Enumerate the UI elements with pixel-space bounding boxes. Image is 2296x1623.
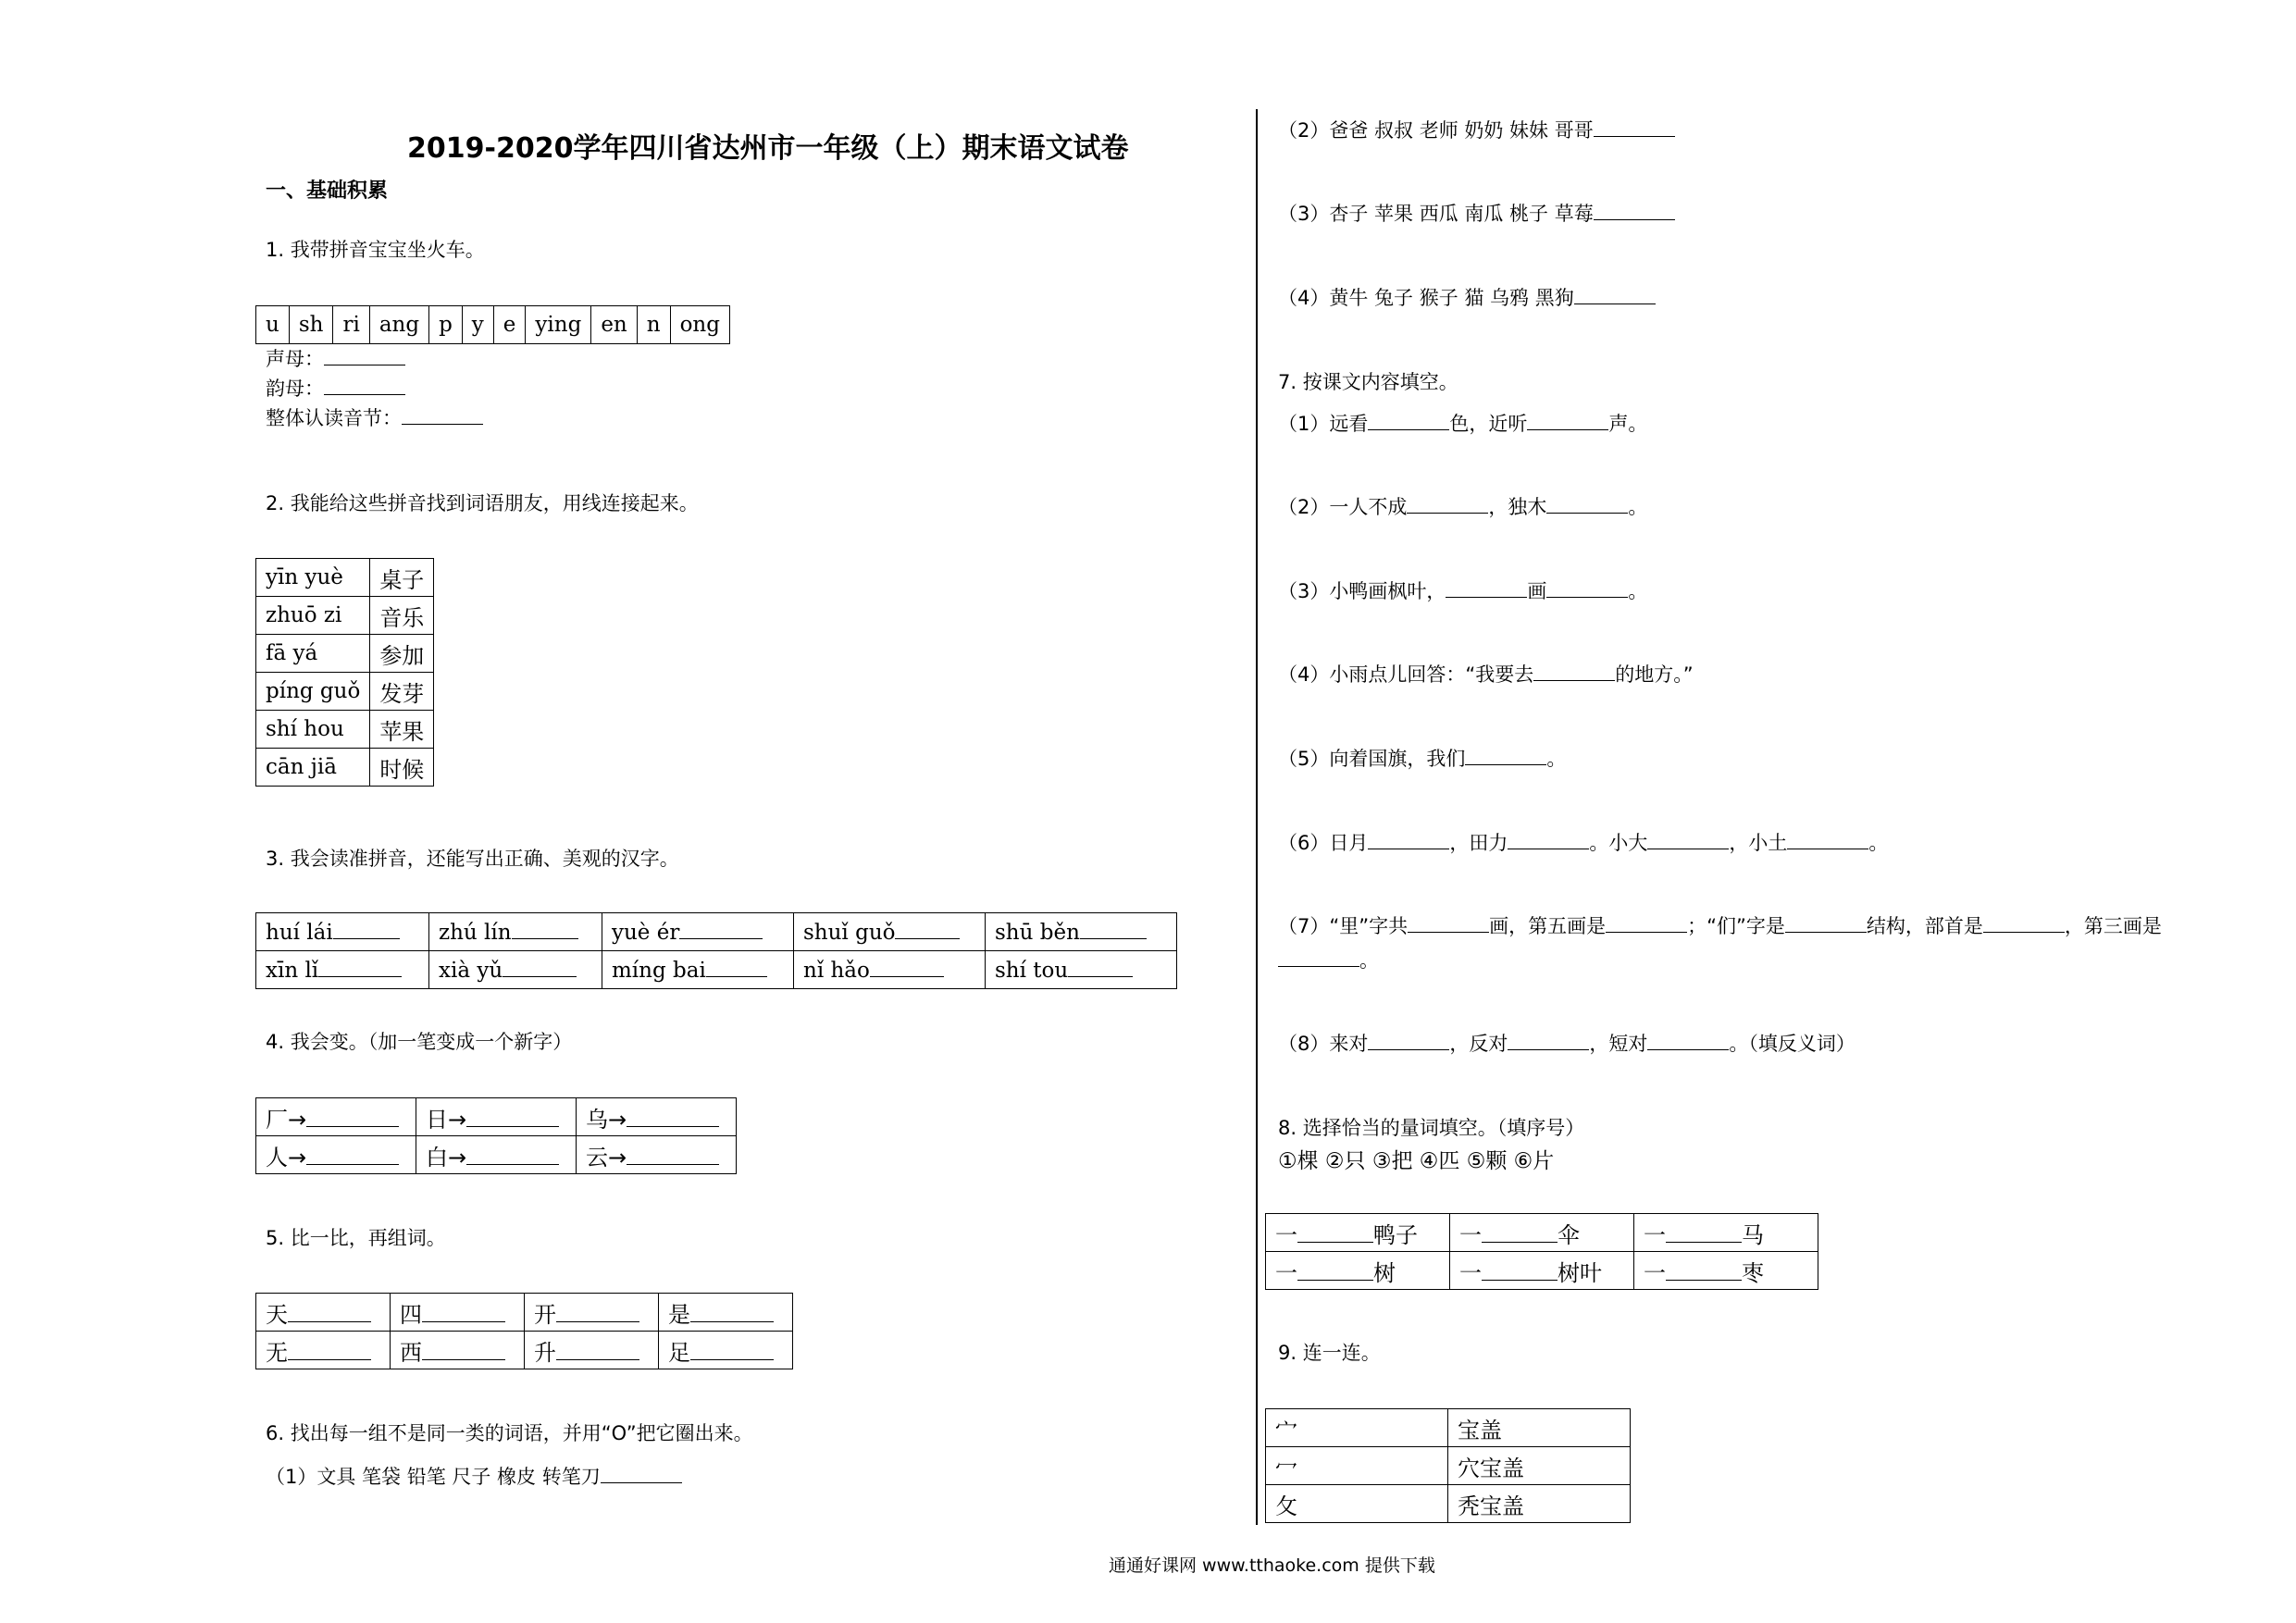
pinyin-cell: shí tou: [986, 951, 1177, 989]
pinyin-cell: píng guǒ: [256, 673, 370, 711]
answer-blank[interactable]: [503, 958, 577, 977]
answer-blank[interactable]: [324, 348, 405, 365]
radical-cell: 冖: [1266, 1447, 1448, 1485]
answer-blank[interactable]: [1068, 958, 1133, 977]
pinyin-writing-table: [255, 912, 1177, 989]
answer-blank[interactable]: [1408, 915, 1489, 933]
question-5: 5. 比一比，再组词。: [266, 1227, 446, 1249]
answer-blank[interactable]: [1533, 663, 1615, 681]
radical-name-cell: 秃宝盖: [1448, 1485, 1631, 1523]
pinyin-cell: míng bai: [602, 951, 794, 989]
char-cell: 人→: [256, 1136, 416, 1174]
answer-label: 整体认读音节：: [266, 407, 402, 429]
q7-line: （5）向着国旗，我们 。: [1278, 748, 1567, 770]
radical-name-cell: 穴宝盖: [1448, 1447, 1631, 1485]
answer-blank[interactable]: [288, 1341, 371, 1360]
answer-blank[interactable]: [1647, 832, 1729, 849]
answer-blank[interactable]: [306, 1108, 399, 1127]
pinyin-cell: shí hou: [256, 711, 370, 749]
pinyin-cell: yīn yuè: [256, 559, 370, 597]
pinyin-cell: nǐ hǎo: [794, 951, 986, 989]
answer-blank[interactable]: [1546, 496, 1628, 514]
answer-blank[interactable]: [1787, 832, 1868, 849]
char-cell: 厂→: [256, 1098, 416, 1136]
pinyin-cell: ang: [369, 306, 428, 344]
measure-word-options: ①棵 ②只 ③把 ④匹 ⑤颗 ⑥片: [1278, 1149, 1555, 1173]
word-cell: 音乐: [370, 597, 434, 635]
section-heading: 一、基础积累: [266, 180, 389, 203]
char-cell: 四: [391, 1294, 525, 1332]
word-cell: 参加: [370, 635, 434, 673]
answer-blank[interactable]: [1508, 832, 1589, 849]
fill-cell: 一 马: [1634, 1214, 1818, 1252]
answer-blank[interactable]: [1508, 1033, 1589, 1050]
question-4: 4. 我会变。（加一笔变成一个新字）: [266, 1031, 573, 1053]
answer-blank[interactable]: [1446, 580, 1527, 598]
char-cell: 日→: [416, 1098, 577, 1136]
answer-blank[interactable]: [1983, 915, 2065, 933]
answer-blank[interactable]: [1278, 949, 1359, 967]
answer-blank[interactable]: [870, 958, 944, 977]
answer-label: 韵母：: [266, 378, 324, 400]
pinyin-cell: p: [429, 306, 463, 344]
radical-name-cell: 宝盖: [1448, 1409, 1631, 1447]
pinyin-cell: shuǐ guǒ: [794, 913, 986, 951]
pinyin-cell: fā yá: [256, 635, 370, 673]
fill-cell: 一 树: [1266, 1252, 1450, 1290]
pinyin-cell: zhú lín: [429, 913, 602, 951]
answer-blank[interactable]: [895, 920, 960, 939]
char-cell: 云→: [577, 1136, 737, 1174]
q7-line: （8）来对 ，反对 ，短对 。（填反义词）: [1278, 1033, 1855, 1055]
pinyin-cell: cān jiā: [256, 749, 370, 787]
answer-blank[interactable]: [306, 1146, 399, 1165]
question-6: 6. 找出每一组不是同一类的词语，并用“O”把它圈出来。: [266, 1422, 753, 1444]
q6-item: （3）杏子 苹果 西瓜 南瓜 桃子 草莓: [1278, 199, 1675, 227]
char-cell: 开: [525, 1294, 659, 1332]
answer-blank[interactable]: [706, 958, 767, 977]
pinyin-cell: y: [462, 306, 493, 344]
answer-blank[interactable]: [1666, 1261, 1742, 1281]
fill-cell: 一 伞: [1450, 1214, 1634, 1252]
answer-blank[interactable]: [1546, 580, 1628, 598]
answer-blank[interactable]: [1606, 915, 1687, 933]
answer-blank[interactable]: [512, 920, 578, 939]
fill-cell: 一 枣: [1634, 1252, 1818, 1290]
question-1: 1. 我带拼音宝宝坐火车。: [266, 239, 485, 261]
radical-cell: 攵: [1266, 1485, 1448, 1523]
char-cell: 乌→: [577, 1098, 737, 1136]
q6-item: （2）爸爸 叔叔 老师 奶奶 妹妹 哥哥: [1278, 116, 1675, 143]
q6-item: （4）黄牛 兔子 猴子 猫 乌鸦 黑狗: [1278, 283, 1656, 311]
q7-line: （4）小雨点儿回答：“我要去 的地方。”: [1278, 663, 1694, 686]
answer-blank[interactable]: [556, 1303, 639, 1322]
add-stroke-table: [255, 1097, 737, 1174]
answer-blank[interactable]: [288, 1303, 371, 1322]
q7-line: （3）小鸭画枫叶， 画 。: [1278, 580, 1648, 602]
pinyin-cell: xīn lǐ: [256, 951, 429, 989]
pinyin-cell: en: [591, 306, 637, 344]
answer-blank[interactable]: [422, 1341, 505, 1360]
measure-word-table: [1265, 1213, 1818, 1290]
q7-line: （7）“里”字共 画，第五画是 ；“们”字是 结构，部首是 ，第三画是: [1278, 915, 2162, 937]
pinyin-cell: xià yǔ: [429, 951, 602, 989]
matching-table: [255, 558, 434, 787]
pinyin-cell: n: [637, 306, 670, 344]
answer-blank[interactable]: [1647, 1033, 1729, 1050]
answer-blank[interactable]: [1594, 203, 1675, 220]
answer-blank[interactable]: [1368, 413, 1449, 430]
answer-blank[interactable]: [466, 1146, 559, 1165]
answer-blank[interactable]: [1594, 119, 1675, 137]
answer-blank[interactable]: [422, 1303, 505, 1322]
page-title: 2019-2020学年四川省达州市一年级（上）期末语文试卷: [407, 132, 1129, 165]
answer-blank[interactable]: [1297, 1223, 1373, 1243]
answer-blank[interactable]: [1527, 413, 1608, 430]
q7-line: （6）日月 ，田力 。小大 ，小土 。: [1278, 832, 1889, 854]
question-9: 9. 连一连。: [1278, 1342, 1381, 1364]
answer-blank[interactable]: [333, 920, 400, 939]
q6-item: （1）文具 笔袋 铅笔 尺子 橡皮 转笔刀: [266, 1462, 682, 1490]
q7-line-continued: 。: [1278, 946, 1379, 973]
radical-cell: 宀: [1266, 1409, 1448, 1447]
answer-blank[interactable]: [1080, 920, 1147, 939]
word-cell: 苹果: [370, 711, 434, 749]
char-cell: 天: [256, 1294, 391, 1332]
answer-blank[interactable]: [690, 1341, 774, 1360]
answer-blank[interactable]: [1465, 748, 1546, 765]
char-cell: 是: [659, 1294, 793, 1332]
answer-blank[interactable]: [627, 1146, 719, 1165]
answer-blank[interactable]: [679, 920, 763, 939]
answer-blank[interactable]: [1574, 287, 1656, 304]
word-cell: 桌子: [370, 559, 434, 597]
char-cell: 西: [391, 1332, 525, 1369]
answer-blank[interactable]: [1785, 915, 1867, 933]
answer-blank[interactable]: [466, 1108, 559, 1127]
answer-blank[interactable]: [601, 1466, 682, 1483]
q7-line: （2）一人不成 ，独木 。: [1278, 496, 1648, 518]
word-cell: 时候: [370, 749, 434, 787]
pinyin-cell: zhuō zi: [256, 597, 370, 635]
char-cell: 足: [659, 1332, 793, 1369]
answer-blank[interactable]: [1666, 1223, 1742, 1243]
pinyin-cell: ri: [333, 306, 369, 344]
pinyin-cell: ong: [670, 306, 729, 344]
question-3: 3. 我会读准拼音，还能写出正确、美观的汉字。: [266, 848, 679, 870]
pinyin-cell: yuè ér: [602, 913, 794, 951]
pinyin-cell: ying: [526, 306, 591, 344]
pinyin-train-table: [255, 305, 730, 344]
question-8: 8. 选择恰当的量词填空。（填序号）: [1278, 1117, 1585, 1139]
answer-line: [266, 374, 405, 402]
question-2: 2. 我能给这些拼音找到词语朋友，用线连接起来。: [266, 492, 699, 514]
answer-line: [266, 344, 405, 372]
answer-blank[interactable]: [690, 1303, 774, 1322]
answer-blank[interactable]: [1482, 1261, 1558, 1281]
answer-line: [266, 403, 483, 431]
column-divider: [1256, 109, 1258, 1525]
pinyin-cell: huí lái: [256, 913, 429, 951]
fill-cell: 一 树叶: [1450, 1252, 1634, 1290]
char-cell: 白→: [416, 1136, 577, 1174]
answer-blank[interactable]: [556, 1341, 639, 1360]
answer-blank[interactable]: [627, 1108, 719, 1127]
answer-blank[interactable]: [1407, 496, 1488, 514]
answer-blank[interactable]: [1368, 1033, 1449, 1050]
q7-line: （1）远看 色，近听 声。: [1278, 413, 1648, 435]
char-cell: 升: [525, 1332, 659, 1369]
answer-blank[interactable]: [402, 407, 483, 425]
pinyin-cell: shū běn: [986, 913, 1177, 951]
answer-label: 声母：: [266, 348, 324, 370]
answer-blank[interactable]: [1297, 1261, 1373, 1281]
question-7: 7. 按课文内容填空。: [1278, 371, 1458, 393]
compare-words-table: [255, 1293, 793, 1369]
answer-blank[interactable]: [318, 958, 402, 977]
answer-blank[interactable]: [1482, 1223, 1558, 1243]
radical-matching-table: [1265, 1408, 1631, 1523]
pinyin-cell: e: [493, 306, 526, 344]
char-cell: 无: [256, 1332, 391, 1369]
answer-blank[interactable]: [324, 378, 405, 395]
pinyin-cell: u: [256, 306, 290, 344]
answer-blank[interactable]: [1368, 832, 1449, 849]
fill-cell: 一 鸭子: [1266, 1214, 1450, 1252]
word-cell: 发芽: [370, 673, 434, 711]
page-footer: 通通好课网 www.tthaoke.com 提供下载: [1109, 1555, 1435, 1576]
pinyin-cell: sh: [289, 306, 333, 344]
